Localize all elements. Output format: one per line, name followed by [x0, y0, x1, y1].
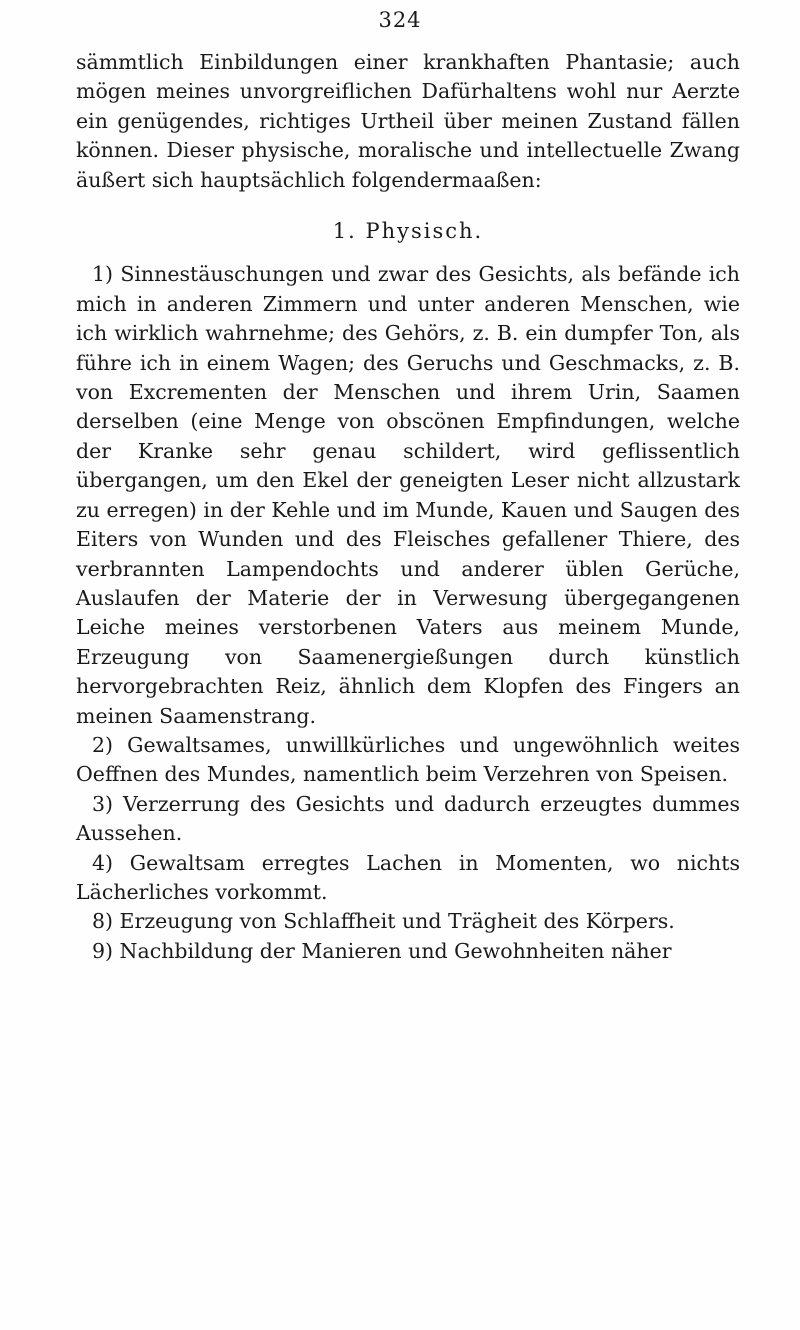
page-body — [76, 48, 740, 966]
list-item: 9) Nachbildung der Manieren und Gewohnheiten näher — [92, 938, 672, 963]
intro-paragraph: sämmtlich Einbildungen einer krankhaften Phantasie; auch mögen meines unvorgreiflichen Dafürhaltens wohl nur Aerzte ein genügendes, richtiges Urtheil über meinen Zustand fällen können. Dieser physische, moralische und intellectuelle Zwang äußert sich hauptsächlich folgendermaaßen: — [76, 50, 740, 192]
list-item: 4) Gewaltsam erregtes Lachen in Momenten, wo nichts Lächerliches vorkommt. — [76, 850, 740, 904]
section-heading: 1. Physisch. — [332, 219, 484, 244]
list-item: 3) Verzerrung des Gesichts und dadurch erzeugtes dummes Aussehen. — [76, 791, 740, 846]
page-number: 324 — [378, 8, 422, 32]
list-item: 2) Gewaltsames, unwillkürliches und ungewöhnlich weites Oeffnen des Mundes, namentlich beim Verzehren von Speisen. — [76, 732, 740, 787]
list-item: 1) Sinnestäuschungen und zwar des Gesichts, als befände ich mich in anderen Zimmern und unter anderen Menschen, wie ich wirklich wahrnehme; des Gehörs, z. B. ein dumpfer Ton, als führe ich in einem Wagen; des Geruchs und Geschmacks, z. B. von Excrementen der Menschen und ihrem Urin, Saamen derselben (eine Menge von obscönen Empfindungen, welche der Kranke sehr genau schildert, wird geflissentlich übergangen, um den Ekel der geneigten Leser nicht allzustark zu erregen) in der Kehle und im Munde, Kauen und Saugen des Eiters von Wunden und des Fleisches gefallener Thiere, des verbrannten Lampendochts und anderer üblen Gerüche, Auslaufen der Materie der in Verwesung übergegangenen Leiche meines verstorbenen Vaters aus meinem Munde, Erzeugung von Saamenergießungen durch künstlich hervorgebrachten Reiz, ähnlich dem Klopfen des Fingers an meinen Saamenstrang. — [76, 262, 740, 728]
list-item: 8) Erzeugung von Schlaffheit und Trägheit des Körpers. — [92, 909, 675, 934]
